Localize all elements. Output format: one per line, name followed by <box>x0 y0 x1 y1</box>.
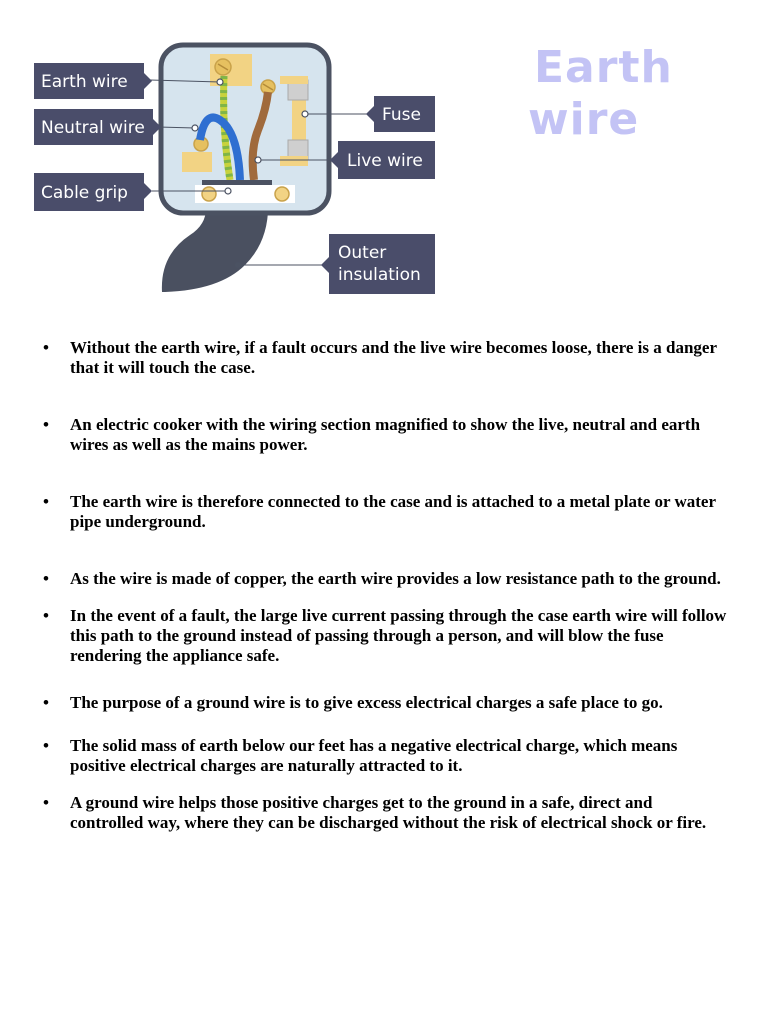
list-item: • The solid mass of earth below our feet has a negative electrical charge, which means positive electrical charges are naturally attracted to it. <box>40 736 730 776</box>
list-item: • The purpose of a ground wire is to give excess electrical charges a safe place to go. <box>40 693 730 713</box>
label-earth-wire <box>34 63 152 99</box>
grip-screw-left <box>202 187 216 201</box>
svg-text:Fuse: Fuse <box>382 105 421 125</box>
svg-text:insulation: insulation <box>338 265 421 285</box>
neutral-terminal <box>182 152 212 172</box>
fuse-clip-bottom <box>280 156 308 166</box>
svg-text:Live wire: Live wire <box>347 151 423 171</box>
svg-text:Outer: Outer <box>338 243 387 263</box>
label-neutral-wire <box>34 109 161 145</box>
label-live-wire <box>330 141 435 179</box>
fuse-clip-top <box>280 76 308 84</box>
label-cable-grip <box>34 173 152 211</box>
cable-grip-bar <box>202 180 272 185</box>
label-fuse <box>366 96 435 132</box>
list-item: • As the wire is made of copper, the earth wire provides a low resistance path to the ground. <box>40 569 730 589</box>
svg-text:Cable grip: Cable grip <box>41 183 128 203</box>
list-item: • In the event of a fault, the large live current passing through the case earth wire will follow this path to the ground instead of passing through a person, and will blow the fuse rendering the appliance safe. <box>40 606 730 666</box>
page-title <box>528 42 673 146</box>
list-item: • The earth wire is therefore connected to the case and is attached to a metal plate or water pipe underground. <box>40 492 730 532</box>
title-line-2: wire <box>528 94 640 145</box>
grip-screw-right <box>275 187 289 201</box>
label-outer-insulation <box>321 234 435 294</box>
svg-text:Neutral wire: Neutral wire <box>41 118 145 138</box>
list-item: • Without the earth wire, if a fault occurs and the live wire becomes loose, there is a danger that it will touch the case. <box>40 338 730 378</box>
title-line-1: Earth <box>534 42 673 93</box>
svg-text:Earth wire: Earth wire <box>41 72 128 92</box>
bullet-list <box>40 338 730 833</box>
plug-wiring-diagram <box>30 40 440 302</box>
list-item: • A ground wire helps those positive charges get to the ground in a safe, direct and controlled way, where they can be discharged without the risk of electrical shock or fire. <box>40 793 730 833</box>
list-item: • An electric cooker with the wiring section magnified to show the live, neutral and earth wires as well as the mains power. <box>40 415 730 455</box>
